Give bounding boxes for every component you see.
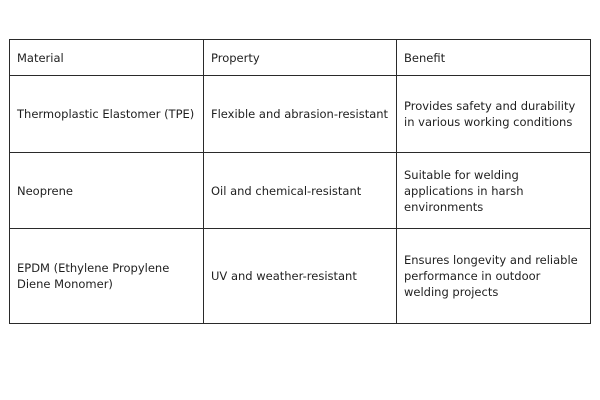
cell-property: UV and weather-resistant (204, 229, 397, 324)
cell-material: EPDM (Ethylene Propylene Diene Monomer) (10, 229, 204, 324)
table-header-row (10, 40, 591, 76)
table-row (10, 229, 591, 324)
header-material: Material (10, 40, 204, 76)
table-row (10, 153, 591, 229)
cell-property: Oil and chemical-resistant (204, 153, 397, 229)
cell-benefit: Suitable for welding applications in harsh environments (397, 153, 591, 229)
header-benefit: Benefit (397, 40, 591, 76)
cell-benefit: Provides safety and durability in various working conditions (397, 76, 591, 153)
cell-material: Neoprene (10, 153, 204, 229)
cell-benefit: Ensures longevity and reliable performance in outdoor welding projects (397, 229, 591, 324)
table-row (10, 76, 591, 153)
header-property: Property (204, 40, 397, 76)
materials-table (9, 39, 591, 324)
cell-property: Flexible and abrasion-resistant (204, 76, 397, 153)
materials-table-container (9, 39, 590, 324)
cell-material: Thermoplastic Elastomer (TPE) (10, 76, 204, 153)
